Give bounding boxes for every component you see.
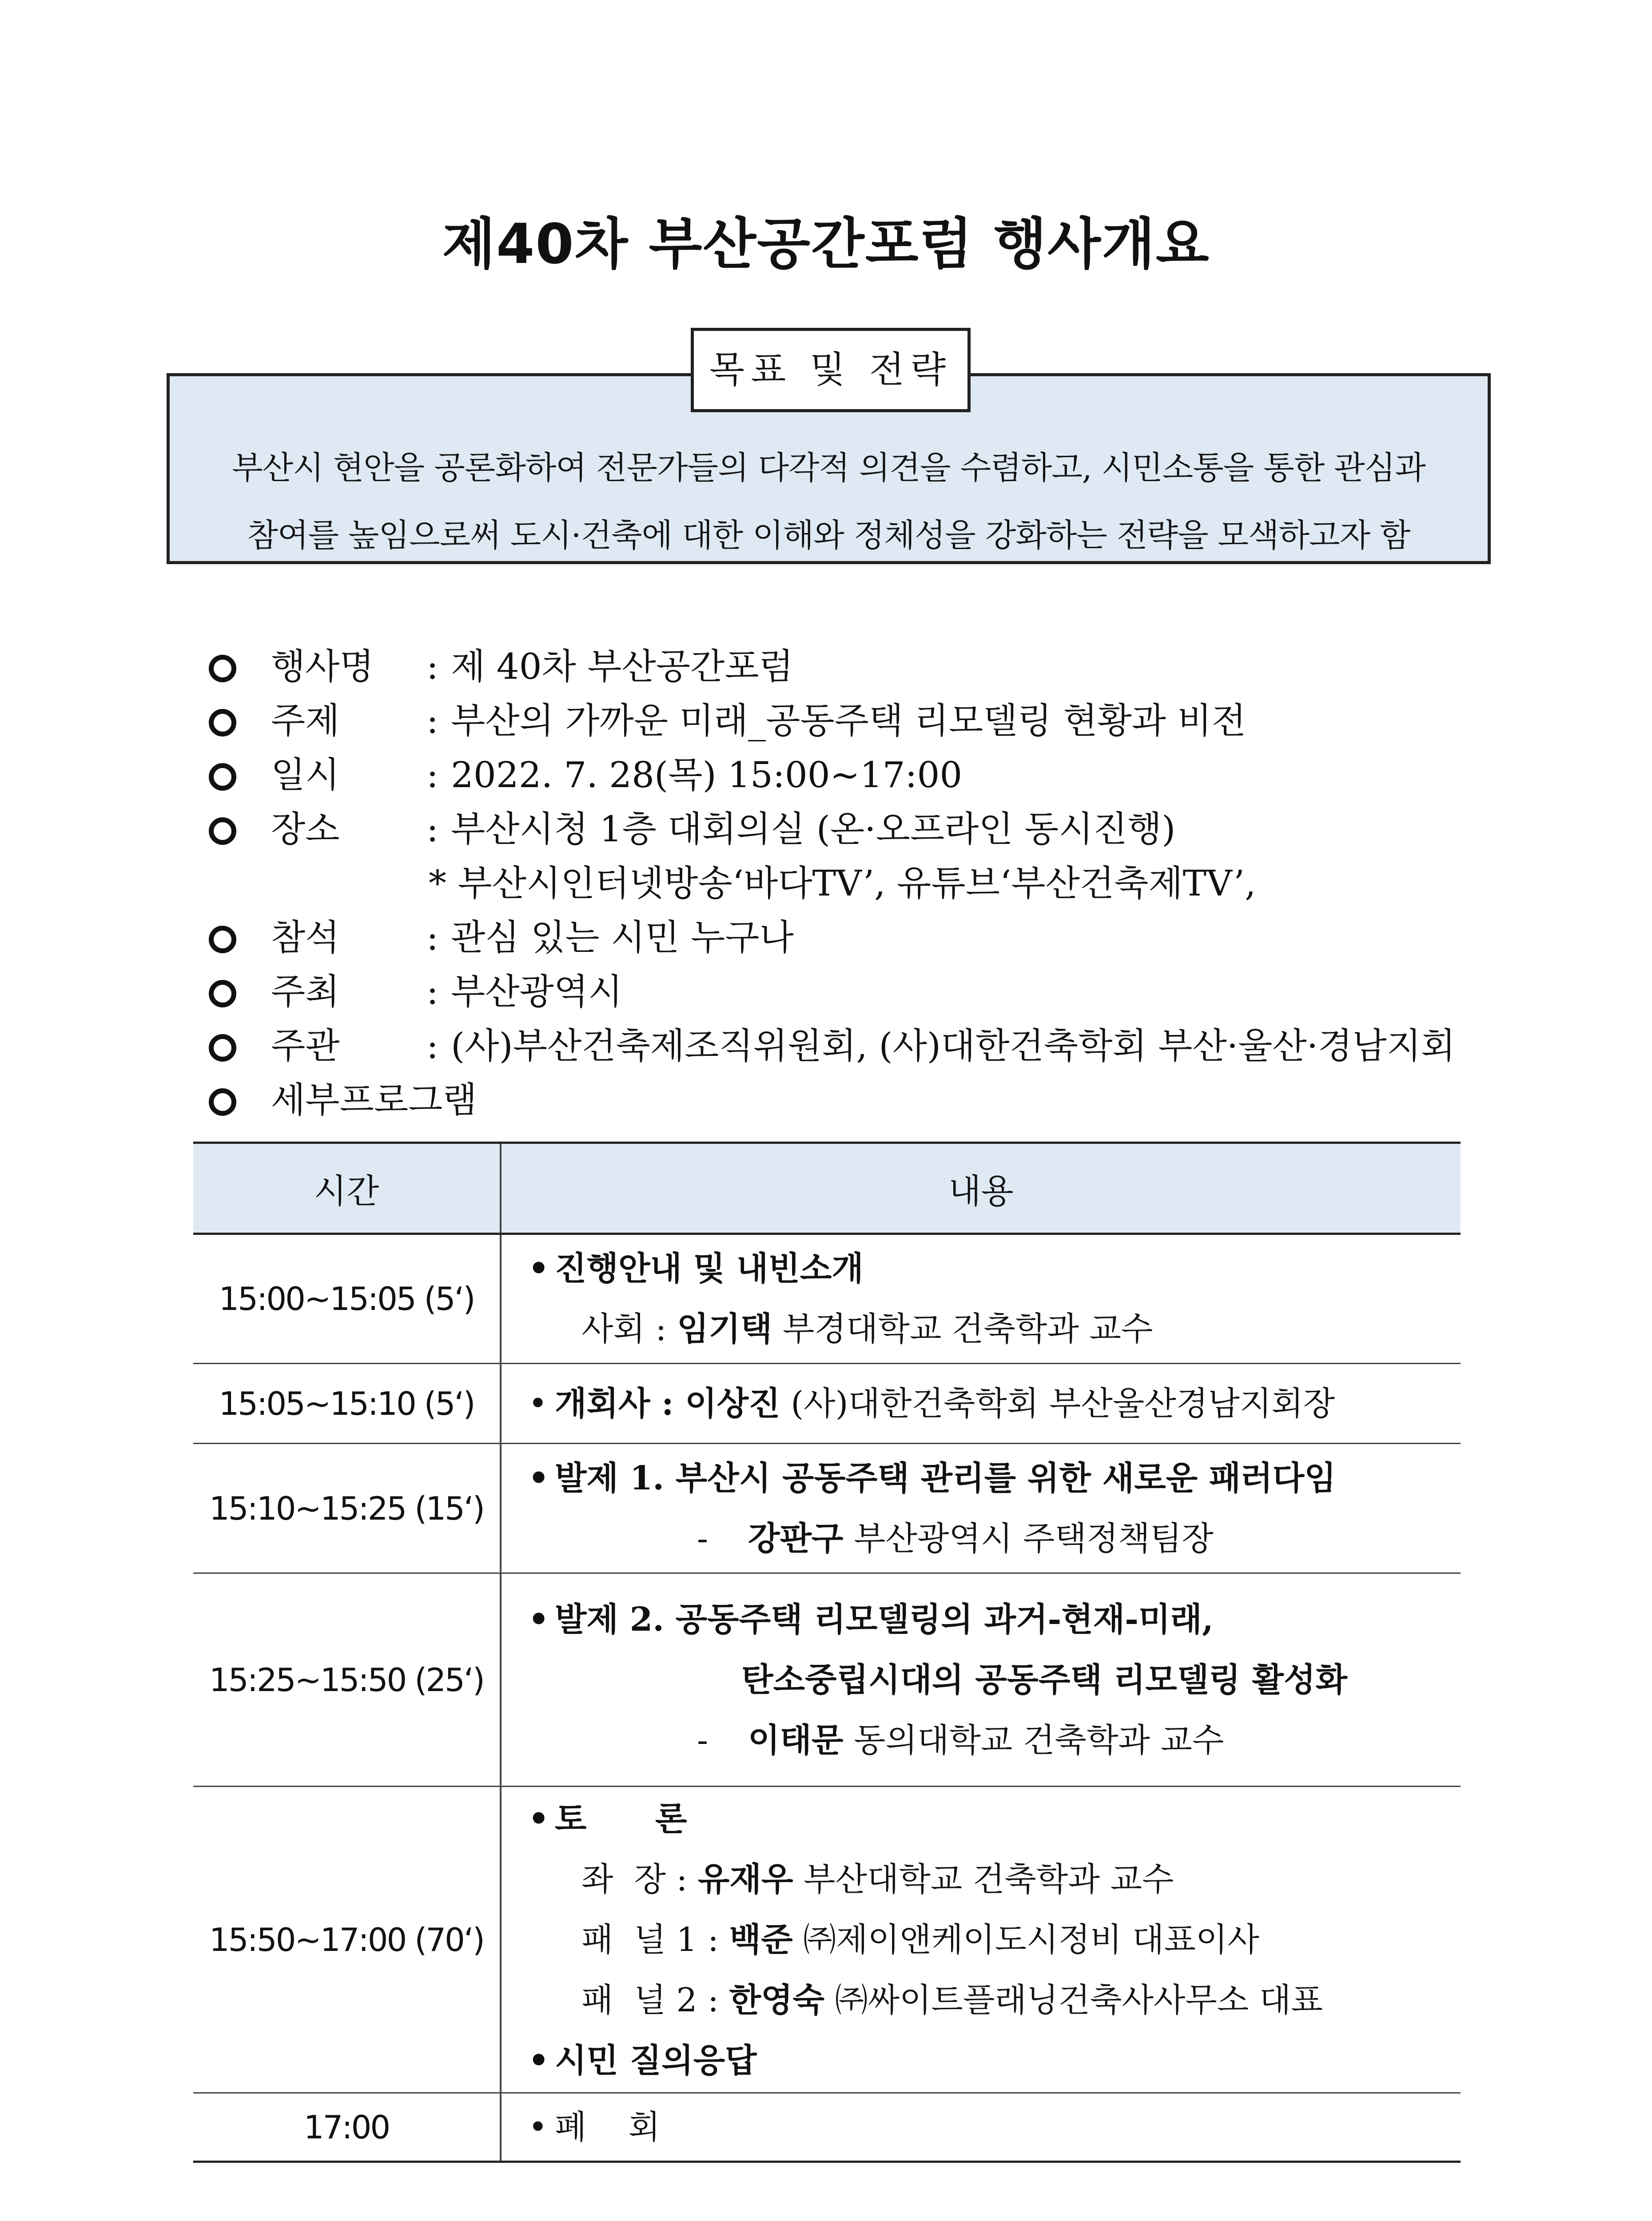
goal-line-2: 참여를 높임으로써 도시·건축에 대한 이해와 정체성을 강화하는 전략을 모색하고자 함 (247, 517, 1410, 554)
table-header-row (193, 1143, 1461, 1234)
person-name: 유재우 (698, 1860, 793, 1899)
item-title: 발제 1. 부산시 공동주택 관리를 위한 새로운 패러다임 (555, 1459, 1336, 1497)
table-row (193, 1364, 1461, 1444)
row-content (501, 1787, 1461, 2093)
info-value: 부산의 가까운 미래_공동주택 리모델링 현황과 비전 (451, 700, 1246, 741)
info-row-theme (209, 694, 1541, 748)
dash: - (697, 1721, 709, 1759)
item-title: 진행안내 및 내빈소개 (555, 1250, 864, 1288)
info-colon: : (426, 646, 438, 687)
person-name: 이태문 (748, 1721, 844, 1759)
row-time: 15:50~17:00 (70‘) (193, 1787, 501, 2093)
table-row (193, 2093, 1461, 2162)
circle-bullet-icon (209, 1088, 236, 1116)
info-colon: : (426, 808, 438, 850)
person-affiliation: ㈜제이앤케이도시정비 대표이사 (792, 1920, 1259, 1959)
info-value: 부산시청 1층 대회의실 (온·오프라인 동시진행) (451, 808, 1176, 850)
person-name: 백준 (729, 1920, 793, 1959)
circle-bullet-icon (209, 817, 236, 845)
row-content (501, 2093, 1461, 2162)
info-colon: : (426, 754, 438, 796)
info-row-event-name (209, 640, 1541, 694)
item-title: 폐 회 (555, 2108, 661, 2146)
row-time: 15:05~15:10 (5‘) (193, 1364, 501, 1444)
info-key: 세부프로그램 (271, 1079, 477, 1121)
dot-bullet: • (528, 2041, 549, 2080)
info-value: (사)부산건축제조직위원회, (사)대한건축학회 부산·울산·경남지회 (451, 1025, 1456, 1067)
dot-bullet: • (528, 1600, 549, 1639)
info-value: 제 40차 부산공간포럼 (451, 646, 793, 687)
row-content (501, 1234, 1461, 1364)
person-affiliation: ㈜싸이트플래닝건축사사무소 대표 (824, 1981, 1323, 2019)
info-key: 주최 (271, 971, 340, 1012)
row-content (501, 1444, 1461, 1573)
circle-bullet-icon (209, 926, 236, 953)
item-title: 개회사 : 이상진 (555, 1384, 780, 1423)
goal-label: 목표 및 전략 (691, 328, 971, 412)
role-label: 좌 장 : (581, 1860, 698, 1899)
info-colon: : (426, 1025, 438, 1067)
row-time: 15:10~15:25 (15‘) (193, 1444, 501, 1573)
table-row (193, 1787, 1461, 2093)
role-label: 사회 : (581, 1310, 677, 1348)
row-time: 15:25~15:50 (25‘) (193, 1573, 501, 1787)
dot-bullet: • (528, 1799, 549, 1838)
info-value: 2022. 7. 28(목) 15:00~17:00 (451, 754, 963, 796)
person-name: 강판구 (748, 1519, 844, 1558)
table-row (193, 1234, 1461, 1364)
info-row-attend (209, 911, 1541, 965)
circle-bullet-icon (209, 763, 236, 791)
table-row (193, 1444, 1461, 1573)
row-time: 15:00~15:05 (5‘) (193, 1234, 501, 1364)
dot-bullet: • (528, 1250, 549, 1288)
info-row-date (209, 748, 1541, 802)
circle-bullet-icon (209, 980, 236, 1007)
goal-line-1: 부산시 현안을 공론화하여 전문가들의 다각적 의견을 수렴하고, 시민소통을 통한 관심과 (232, 449, 1425, 486)
info-value: 관심 있는 시민 누구나 (451, 917, 794, 958)
person-affiliation: 부경대학교 건축학과 교수 (772, 1310, 1153, 1348)
person-affiliation: 부산광역시 주택정책팀장 (843, 1519, 1214, 1558)
circle-bullet-icon (209, 709, 236, 736)
dot-bullet: • (528, 1459, 549, 1497)
info-row-venue (209, 802, 1541, 856)
item-title: 발제 2. 공동주택 리모델링의 과거-현재-미래, (555, 1600, 1214, 1639)
info-colon: : (426, 971, 438, 1012)
person-name: 임기택 (677, 1310, 772, 1348)
row-content (501, 1364, 1461, 1444)
goal-text (170, 434, 1488, 569)
person-affiliation: 동의대학교 건축학과 교수 (843, 1721, 1224, 1759)
info-key: 장소 (271, 808, 340, 850)
dot-bullet: • (528, 2108, 548, 2146)
person-affiliation: 부산대학교 건축학과 교수 (793, 1860, 1174, 1899)
info-key: 참석 (271, 917, 340, 958)
info-key: 주관 (271, 1025, 340, 1067)
item-subtitle: 탄소중립시대의 공동주택 리모델링 활성화 (741, 1660, 1347, 1699)
info-row-host (209, 965, 1541, 1019)
row-time: 17:00 (193, 2093, 501, 2162)
table-row (193, 1573, 1461, 1787)
circle-bullet-icon (209, 1034, 236, 1062)
item-title: 시민 질의응답 (555, 2041, 757, 2080)
row-content (501, 1573, 1461, 1787)
info-colon: : (426, 700, 438, 741)
info-value: 부산광역시 (451, 971, 623, 1012)
person-affiliation: (사)대한건축학회 부산울산경남지회장 (780, 1384, 1335, 1423)
header-content: 내용 (501, 1143, 1461, 1234)
program-table (193, 1142, 1461, 2163)
circle-bullet-icon (209, 655, 236, 682)
page-title: 제40차 부산공간포럼 행사개요 (442, 212, 1210, 276)
dash: - (697, 1519, 709, 1558)
info-colon: : (426, 917, 438, 958)
person-name: 한영숙 (729, 1981, 825, 2019)
info-row-program (209, 1073, 1541, 1127)
info-key: 행사명 (271, 646, 374, 687)
header-time: 시간 (193, 1143, 501, 1234)
venue-broadcast-note: * 부산시인터넷방송‘바다TV’, 유튜브‘부산건축제TV’, (429, 863, 1256, 904)
item-title: 토 론 (555, 1799, 687, 1838)
info-key: 일시 (271, 754, 340, 796)
info-key: 주제 (271, 700, 340, 741)
role-label: 패 널 2 : (581, 1981, 729, 2019)
dot-bullet: • (528, 1384, 548, 1423)
info-row-organizer (209, 1019, 1541, 1073)
event-info-list (209, 640, 1541, 1127)
info-row-venue-note (209, 856, 1541, 911)
role-label: 패 널 1 : (581, 1920, 729, 1959)
